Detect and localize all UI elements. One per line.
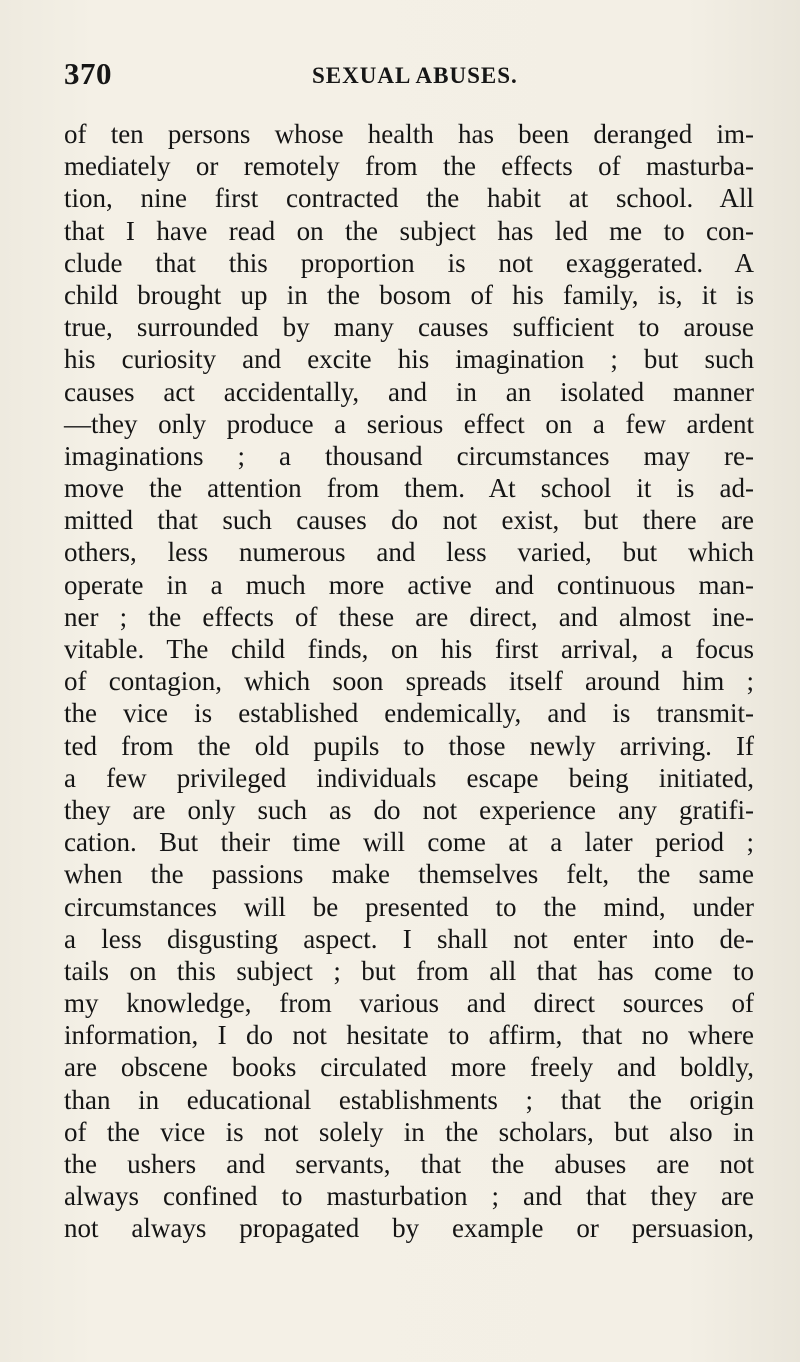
text-line: causes act accidentally, and in an isolated manner <box>64 376 754 407</box>
text-line: are obscene books circulated more freely and boldly, <box>64 1052 754 1083</box>
text-line: circumstances will be presented to the mind, under <box>64 891 754 922</box>
text-line: of the vice is not solely in the scholars, but also in <box>64 1116 754 1147</box>
text-line: when the passions make themselves felt, the same <box>64 859 754 890</box>
text-line: others, less numerous and less varied, but which <box>64 537 754 568</box>
text-line: tion, nine first contracted the habit at school. All <box>64 183 754 214</box>
text-line: cation. But their time will come at a later period ; <box>64 827 754 858</box>
text-line: the vice is established endemically, and is transmit- <box>64 698 754 729</box>
running-head: SEXUAL ABUSES. <box>312 63 518 88</box>
text-line: that I have read on the subject has led me to con- <box>64 215 754 246</box>
text-line: clude that this proportion is not exaggerated. A <box>64 247 754 278</box>
text-line: —they only produce a serious effect on a few ardent <box>64 408 754 439</box>
text-line: a less disgusting aspect. I shall not enter into de- <box>64 923 754 954</box>
text-line: his curiosity and excite his imagination ; but such <box>64 344 754 375</box>
text-line: than in educational establishments ; that the origin <box>64 1084 754 1115</box>
text-line: of contagion, which soon spreads itself around him ; <box>64 666 754 697</box>
text-line: ted from the old pupils to those newly arriving. If <box>64 730 754 761</box>
text-line: imaginations ; a thousand circumstances may re- <box>64 440 754 471</box>
text-line: not always propagated by example or persuasion, <box>64 1213 754 1244</box>
text-line: child brought up in the bosom of his family, is, it is <box>64 279 754 310</box>
text-line: a few privileged individuals escape being initiated, <box>64 762 754 793</box>
text-line: always confined to masturbation ; and that they are <box>64 1181 754 1212</box>
text-line: of ten persons whose health has been deranged im- <box>64 119 754 149</box>
text-line: mediately or remotely from the effects of masturba- <box>64 151 754 182</box>
text-line: they are only such as do not experience any gratifi- <box>64 794 754 825</box>
page-header <box>64 58 750 94</box>
text-line: information, I do not hesitate to affirm, that no where <box>64 1020 754 1051</box>
text-line: true, surrounded by many causes sufficient to arouse <box>64 312 754 343</box>
text-line: tails on this subject ; but from all that has come to <box>64 955 754 986</box>
text-line: ner ; the effects of these are direct, and almost ine- <box>64 601 754 632</box>
text-line: the ushers and servants, that the abuses are not <box>64 1149 754 1179</box>
text-line: my knowledge, from various and direct sources of <box>64 988 754 1019</box>
text-line: operate in a much more active and continuous man- <box>64 569 754 600</box>
page-number: 370 <box>64 56 112 91</box>
body-text <box>64 118 754 1245</box>
text-line: mitted that such causes do not exist, but there are <box>64 505 754 536</box>
text-line: move the attention from them. At school it is ad- <box>64 473 754 504</box>
text-line: vitable. The child finds, on his first arrival, a focus <box>64 634 754 664</box>
